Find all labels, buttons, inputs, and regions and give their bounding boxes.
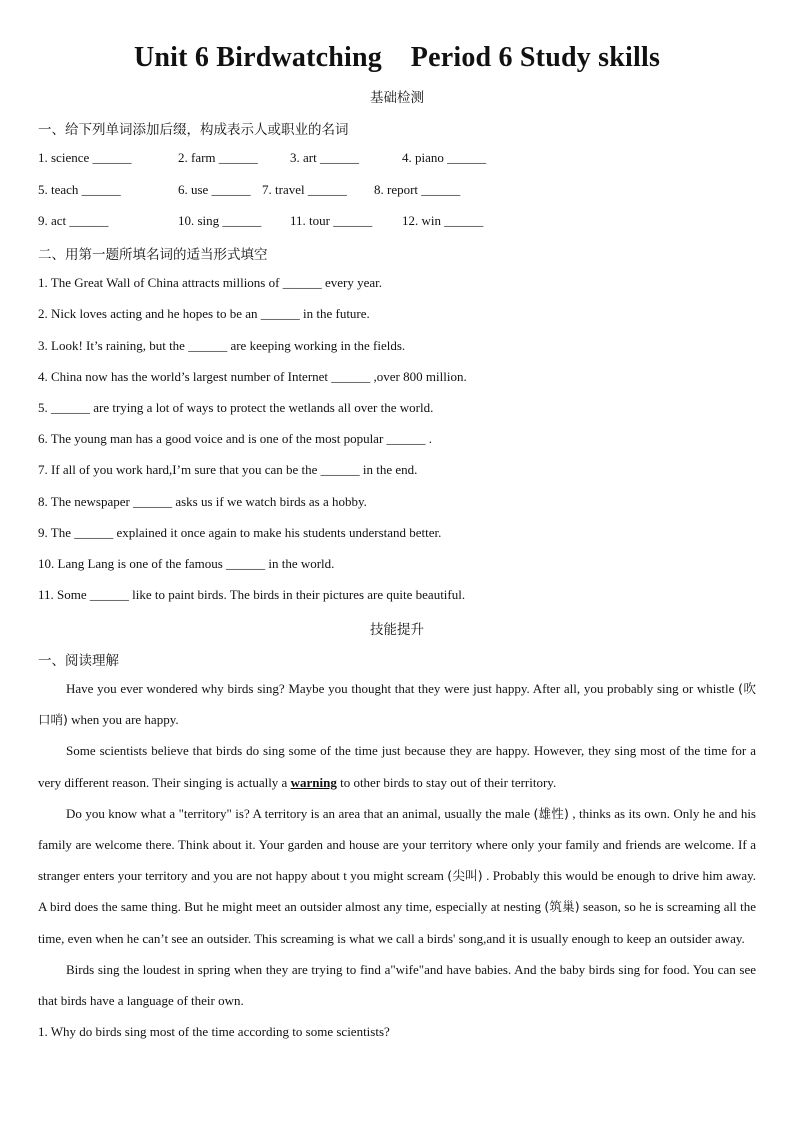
passage-paragraph-3	[38, 798, 756, 954]
key-word-warning: warning	[290, 774, 337, 790]
chinese-gloss: (雄性)	[533, 805, 569, 821]
fill-sentence: 4. China now has the world’s largest number of Internet ______ ,over 800 million.	[38, 369, 467, 384]
passage-text: , thinks as its own. Only he and his family are welcome there. Think about it. Your garden and house are your territory where only your family and friends are welcome. If a stranger enters your territory and you are not happy about t you might scream	[38, 805, 756, 884]
passage-text: to other birds to stay out of their territory.	[336, 774, 557, 790]
suffix-item: 2. farm ______	[178, 150, 258, 165]
suffix-item: 10. sing ______	[178, 213, 262, 228]
fill-sentence: 8. The newspaper ______ asks us if we watch birds as a hobby.	[38, 494, 367, 509]
basic-check-heading: 基础检测	[370, 90, 424, 106]
fill-sentence: 10. Lang Lang is one of the famous ______ in the world.	[38, 556, 335, 571]
reading-question-1: 1. Why do birds sing most of the time according to some scientists?	[38, 1024, 390, 1040]
fill-sentence: 7. If all of you work hard,I’m sure that you can be the ______ in the end.	[38, 462, 418, 477]
passage-paragraph-2	[38, 735, 756, 797]
fill-sentence: 6. The young man has a good voice and is one of the most popular ______ .	[38, 431, 433, 446]
passage-text: season, so he is screaming all the time, even when he can’t see an outsider. This screaming is what we call a birds' song,and it is usually enough to keep an outsider away.	[38, 899, 756, 946]
skills-heading: 技能提升	[370, 622, 424, 638]
fill-sentence: 11. Some ______ like to paint birds. The birds in their pictures are quite beautiful.	[38, 587, 466, 602]
suffix-item: 1. science ______	[38, 150, 132, 165]
part1-heading: 一、给下列单词添加后缀，构成表示人或职业的名词	[38, 122, 349, 138]
suffix-item: 9. act ______	[38, 213, 109, 228]
page-title: Unit 6 Birdwatching Period 6 Study skills	[133, 42, 661, 73]
suffix-item: 11. tour ______	[290, 213, 373, 228]
passage-text: Some scientists believe that birds do sing some of the time just because they are happy. However, they sing most of the time for a very different reason. Their singing is actually a	[38, 743, 756, 790]
passage-text: . Probably this would be enough to drive him away. A bird does the same thing. But he might meet an outsider almost any time, especially at nesting	[38, 868, 756, 915]
fill-sentence: 3. Look! It’s raining, but the ______ are keeping working in the fields.	[38, 338, 406, 353]
suffix-item: 12. win ______	[402, 213, 484, 228]
fill-sentence: 2. Nick loves acting and he hopes to be an ______ in the future.	[38, 306, 370, 321]
passage-text: when you are happy.	[67, 712, 179, 728]
passage-text: Have you ever wondered why birds sing? Maybe you thought that they were just happy. After all, you probably sing or whistle	[66, 681, 739, 696]
part2-heading: 二、用第一题所填名词的适当形式填空	[38, 247, 268, 263]
fill-sentence: 9. The ______ explained it once again to make his students understand better.	[38, 525, 442, 540]
reading-heading: 一、阅读理解	[38, 653, 119, 669]
reading-passage	[38, 673, 756, 1047]
suffix-item: 3. art ______	[290, 150, 359, 165]
suffix-item: 8. report ______	[374, 182, 461, 197]
fill-sentence: 5. ______ are trying a lot of ways to protect the wetlands all over the world.	[38, 400, 434, 415]
suffix-item: 7. travel ______	[262, 182, 347, 197]
passage-paragraph-4: Birds sing the loudest in spring when they are trying to find a"wife"and have babies. And the baby birds sing for food. You can see that birds have a language of their own.	[38, 961, 756, 1009]
suffix-item: 4. piano ______	[402, 150, 487, 165]
passage-text: Do you know what a "territory" is? A territory is an area that an animal, usually the male	[66, 805, 534, 821]
chinese-gloss: (吹口哨)	[38, 681, 756, 728]
suffix-item: 5. teach ______	[38, 182, 121, 197]
fill-sentence: 1. The Great Wall of China attracts millions of ______ every year.	[38, 275, 382, 290]
chinese-gloss: (尖叫)	[447, 868, 483, 884]
chinese-gloss: (筑巢)	[544, 899, 580, 915]
passage-paragraph-1	[38, 673, 756, 735]
suffix-item: 6. use ______	[178, 182, 251, 197]
